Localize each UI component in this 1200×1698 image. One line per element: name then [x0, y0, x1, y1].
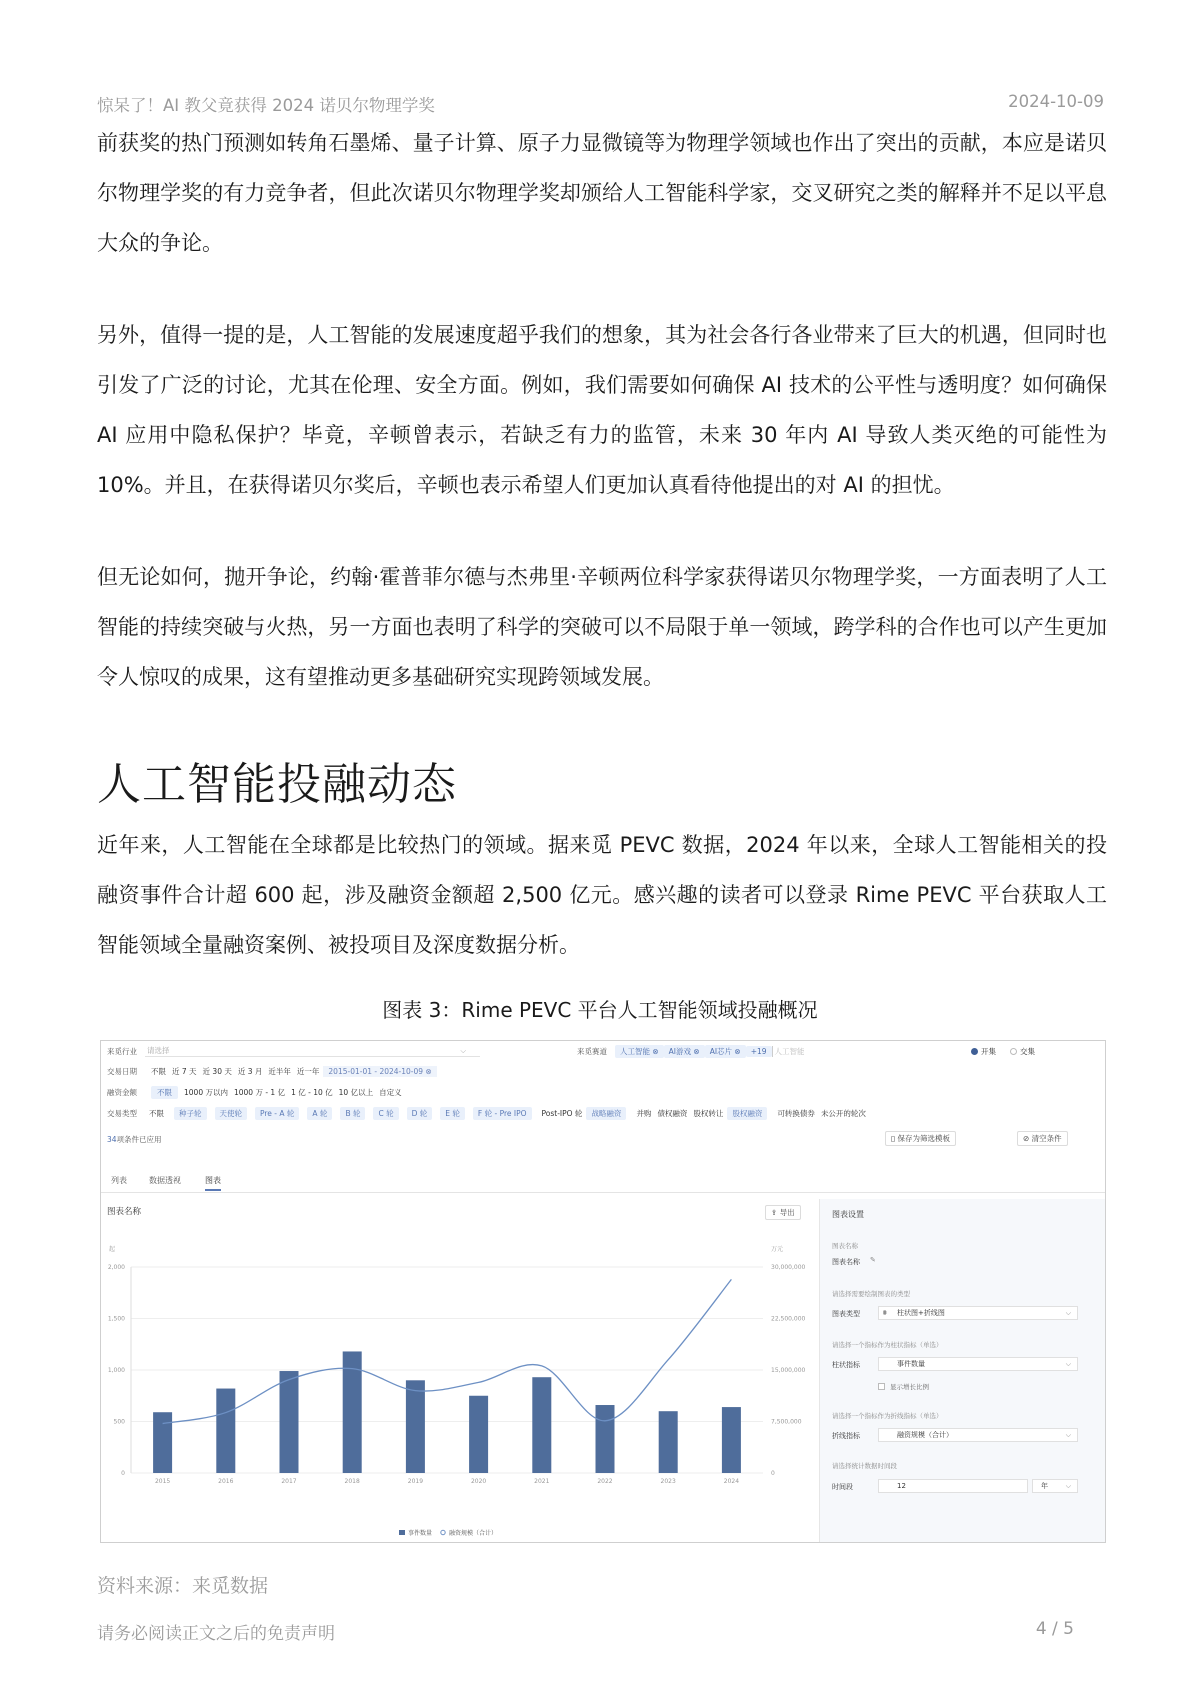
left-tick-label: 500 — [113, 1418, 125, 1426]
chevron-down-icon: ⌵ — [1065, 1360, 1071, 1368]
type-label: 交易类型 — [107, 1108, 137, 1118]
tab-list[interactable]: 列表 — [111, 1176, 127, 1185]
line-financing-scale — [163, 1279, 732, 1423]
chart-type-icon: ⩩ — [883, 1309, 887, 1317]
filter-row-date — [101, 1063, 441, 1079]
period-unit-select[interactable] — [1032, 1479, 1078, 1493]
legend-line-swatch — [441, 1530, 445, 1534]
applied-text: 项条件已应用 — [116, 1134, 162, 1144]
bar-2023 — [659, 1411, 678, 1473]
chevron-down-icon: ⌵ — [1065, 1431, 1071, 1439]
page-number: 4 / 5 — [1035, 1619, 1074, 1639]
chart-type-select[interactable] — [878, 1306, 1078, 1320]
date-option[interactable]: 不限 — [151, 1066, 166, 1076]
chevron-down-icon: ⌵ — [1065, 1309, 1071, 1317]
date-label: 交易日期 — [107, 1066, 137, 1076]
chart-type-value: 柱状图+折线图 — [897, 1309, 945, 1317]
bar-2015 — [153, 1412, 172, 1473]
chart-name-hint: 图表名称 — [832, 1242, 858, 1250]
set-mode-toggle — [971, 1043, 1035, 1059]
amount-option-selected[interactable]: 不限 — [151, 1086, 178, 1099]
industry-placeholder: 请选择 — [147, 1046, 170, 1055]
section-heading: 人工智能投融动态 — [97, 759, 457, 810]
bar-2017 — [280, 1371, 299, 1473]
amount-option[interactable]: 10 亿以上 — [338, 1087, 374, 1097]
x-tick-label: 2015 — [154, 1478, 171, 1485]
period-label: 时间段 — [832, 1483, 853, 1491]
type-option-selected[interactable]: C 轮 — [373, 1107, 398, 1120]
x-tick-label: 2022 — [597, 1478, 613, 1485]
bar-2020 — [469, 1396, 488, 1473]
type-option-selected[interactable]: A 轮 — [307, 1107, 332, 1120]
type-option[interactable]: 并购 — [636, 1108, 652, 1118]
track-search-input[interactable]: 人工智能 — [772, 1046, 922, 1057]
type-option-selected[interactable]: B 轮 — [340, 1107, 365, 1120]
track-more-badge[interactable]: +19 — [746, 1046, 772, 1057]
clear-icon: ⊘ — [1023, 1134, 1032, 1143]
source-note: 资料来源：来觅数据 — [97, 1575, 269, 1597]
type-option-selected[interactable]: 天使轮 — [215, 1107, 248, 1120]
x-tick-label: 2021 — [534, 1478, 550, 1485]
left-tick-label: 1,000 — [107, 1367, 125, 1374]
chevron-down-icon: ⌵ — [460, 1046, 466, 1055]
left-axis-unit: 起 — [109, 1246, 116, 1253]
date-option[interactable]: 近 7 天 — [172, 1066, 197, 1076]
section-paragraph: 近年来，人工智能在全球都是比较热门的领域。据来觅 PEVC 数据，2024 年以来，全球人工智能相关的投融资事件合计超 600 起，涉及融资金额超 2,500 亿元。感兴趣的读者可以登录 Rime PEVC 平台获取人工智能领域全量融资案例、被投项目及深度数据分析。 — [97, 833, 1107, 957]
type-option[interactable]: 可转换债券 — [777, 1108, 815, 1118]
x-tick-label: 2017 — [281, 1478, 297, 1485]
amount-option[interactable]: 自定义 — [379, 1087, 402, 1097]
x-tick-label: 2024 — [723, 1478, 740, 1485]
track-label: 来觅赛道 — [577, 1046, 607, 1056]
article-body — [97, 118, 1107, 702]
date-option[interactable]: 近 30 天 — [202, 1066, 232, 1076]
industry-label: 来觅行业 — [107, 1046, 137, 1056]
right-tick-label: 15,000,000 — [771, 1367, 806, 1374]
chart-card — [101, 1199, 821, 1543]
edit-icon[interactable]: ✎ — [870, 1256, 876, 1264]
disclaimer: 请务必阅读正文之后的免责声明 — [97, 1624, 335, 1644]
period-value: 12 — [897, 1482, 906, 1490]
right-tick-label: 7,500,000 — [771, 1418, 802, 1426]
bar-2021 — [532, 1377, 551, 1473]
radio-empty-icon[interactable] — [1010, 1048, 1017, 1055]
radio-selected-icon[interactable] — [971, 1048, 978, 1055]
open-set-label[interactable]: 开集 — [981, 1046, 996, 1056]
period-hint: 请选择统计数据时间段 — [832, 1462, 897, 1470]
track-tag-3[interactable]: AI芯片 ⊗ — [705, 1045, 746, 1058]
clear-conditions-button[interactable] — [1017, 1131, 1068, 1146]
applied-conditions — [101, 1131, 162, 1147]
date-option[interactable]: 近 3 月 — [237, 1066, 263, 1076]
legend-bar-swatch — [399, 1530, 405, 1535]
type-option-selected[interactable]: E 轮 — [440, 1107, 465, 1120]
type-option-selected[interactable]: 战略融资 — [586, 1107, 626, 1120]
filter-row-type — [101, 1105, 866, 1121]
amount-label: 融资金额 — [107, 1087, 137, 1097]
bar-2019 — [406, 1380, 425, 1473]
tab-chart[interactable]: 图表 — [205, 1175, 221, 1191]
legend-bar-label: 事件数量 — [408, 1530, 433, 1537]
period-unit: 年 — [1041, 1482, 1048, 1490]
date-range-picker[interactable]: 2015-01-01 - 2024-10-09 ⊗ — [323, 1066, 436, 1077]
export-label: 导出 — [779, 1208, 795, 1217]
amount-option[interactable]: 1000 万以内 — [184, 1087, 228, 1097]
growth-checkbox[interactable] — [878, 1383, 885, 1390]
left-tick-label: 1,500 — [107, 1315, 125, 1323]
track-tag-1[interactable]: 人工智能 ⊗ — [615, 1045, 664, 1058]
date-option[interactable]: 近一年 — [296, 1066, 320, 1076]
save-template-button[interactable] — [885, 1131, 956, 1146]
save-template-label: 保存为筛选模板 — [897, 1134, 951, 1143]
save-icon: ▯ — [891, 1134, 898, 1143]
cross-set-label[interactable]: 交集 — [1020, 1046, 1035, 1056]
type-option-selected[interactable]: 种子轮 — [174, 1107, 207, 1120]
type-option[interactable]: 不限 — [149, 1108, 164, 1118]
x-tick-label: 2018 — [344, 1478, 360, 1485]
right-tick-label: 0 — [771, 1470, 775, 1477]
tab-pivot[interactable]: 数据透视 — [149, 1176, 181, 1185]
x-tick-label: 2020 — [470, 1478, 487, 1485]
period-input[interactable] — [878, 1479, 1028, 1493]
clear-conditions-label: 清空条件 — [1031, 1134, 1062, 1143]
type-option[interactable]: 未公开的轮次 — [820, 1108, 866, 1118]
type-option-selected[interactable]: Pre - A 轮 — [255, 1107, 299, 1120]
right-tick-label: 22,500,000 — [771, 1315, 806, 1323]
page-footer — [97, 1619, 1104, 1644]
track-filter — [577, 1043, 922, 1059]
export-icon: ⇪ — [771, 1208, 780, 1217]
type-option-selected[interactable]: F 轮 - Pre IPO — [473, 1107, 532, 1120]
chart-type-label: 图表类型 — [832, 1310, 860, 1318]
amount-option[interactable]: 1 亿 - 10 亿 — [291, 1087, 333, 1097]
bar-2024 — [722, 1407, 741, 1473]
chevron-down-icon: ⌵ — [1065, 1482, 1071, 1490]
line-metric-value: 融资规模（合计） — [897, 1431, 953, 1439]
right-axis-unit: 万元 — [771, 1246, 784, 1253]
chart-name-label: 图表名称 — [107, 1207, 142, 1217]
settings-title: 图表设置 — [832, 1210, 864, 1219]
line-metric-hint: 请选择一个指标作为折线指标（单选） — [832, 1412, 943, 1420]
line-metric-select[interactable] — [878, 1428, 1078, 1442]
left-tick-label: 2,000 — [107, 1264, 125, 1271]
type-option-selected[interactable]: 股权融资 — [727, 1107, 767, 1120]
paragraph-2: 另外，值得一提的是，人工智能的发展速度超乎我们的想象，其为社会各行各业带来了巨大的机遇，但同时也引发了广泛的讨论，尤其在伦理、安全方面。例如，我们需要如何确保 AI 技术的公平性与透明度？如何确保 AI 应用中隐私保护？毕竟，辛顿曾表示，若缺乏有力的监管，未来 30 年内 AI 导致人类灭绝的可能性为 10%。并且，在获得诺贝尔奖后，辛顿也表示希望人们更加认真看待他提出的对 AI 的担忧。 — [97, 323, 1107, 497]
paragraph-3: 但无论如何，抛开争论，约翰·霍普菲尔德与杰弗里·辛顿两位科学家获得诺贝尔物理学奖，一方面表明了人工智能的持续突破与火热，另一方面也表明了科学的突破可以不局限于单一领域，跨学科的合作也可以产生更加令人惊叹的成果，这有望推动更多基础研究实现跨领域发展。 — [97, 565, 1107, 689]
type-option-selected[interactable]: D 轮 — [407, 1107, 433, 1120]
type-option[interactable]: 债权融资 — [657, 1108, 688, 1118]
bar-metric-hint: 请选择一个指标作为柱状指标（单选） — [832, 1341, 943, 1349]
filter-row-amount — [101, 1084, 402, 1100]
view-tabs — [101, 1171, 1105, 1193]
amount-option[interactable]: 1000 万 - 1 亿 — [233, 1087, 286, 1097]
x-tick-label: 2023 — [660, 1478, 676, 1485]
industry-select[interactable] — [145, 1044, 480, 1057]
bar-2022 — [596, 1405, 615, 1473]
legend-line-label: 融资规模（合计） — [449, 1530, 498, 1537]
type-option[interactable]: 股权转让 — [693, 1108, 724, 1118]
doc-title: 惊呆了！AI 教父竟获得 2024 诺贝尔物理学奖 — [97, 96, 435, 115]
type-option[interactable]: Post-IPO 轮 — [541, 1108, 583, 1118]
date-option[interactable]: 近半年 — [268, 1066, 291, 1076]
combo-chart — [101, 1199, 821, 1543]
platform-screenshot — [100, 1040, 1106, 1543]
chart-type-hint: 请选择需要绘制图表的类型 — [832, 1290, 910, 1298]
bar-metric-label: 柱状指标 — [832, 1361, 860, 1369]
applied-count: 34 — [107, 1134, 117, 1144]
chart-settings-panel — [819, 1199, 1105, 1543]
left-tick-label: 0 — [121, 1470, 125, 1477]
bar-metric-select[interactable] — [878, 1357, 1078, 1371]
growth-label: 显示增长比例 — [890, 1383, 929, 1391]
page-header — [97, 92, 1104, 116]
figure-title: 图表 3：Rime PEVC 平台人工智能领域投融概况 — [382, 998, 818, 1022]
line-metric-label: 折线指标 — [832, 1432, 860, 1440]
right-tick-label: 30,000,000 — [771, 1264, 806, 1271]
doc-date: 2024-10-09 — [1008, 92, 1104, 111]
track-tag-2[interactable]: AI游戏 ⊗ — [664, 1045, 705, 1058]
x-tick-label: 2016 — [218, 1478, 234, 1485]
paragraph-1: 前获奖的热门预测如转角石墨烯、量子计算、原子力显微镜等为物理学领域也作出了突出的贡献，本应是诺贝尔物理学奖的有力竞争者，但此次诺贝尔物理学奖却颁给人工智能科学家，交叉研究之类的解释并不足以平息大众的争论。 — [97, 131, 1107, 255]
bar-metric-value: 事件数量 — [897, 1360, 925, 1368]
chart-name-value[interactable]: 图表名称 — [832, 1258, 860, 1266]
bar-2016 — [216, 1389, 235, 1473]
x-tick-label: 2019 — [407, 1478, 424, 1485]
